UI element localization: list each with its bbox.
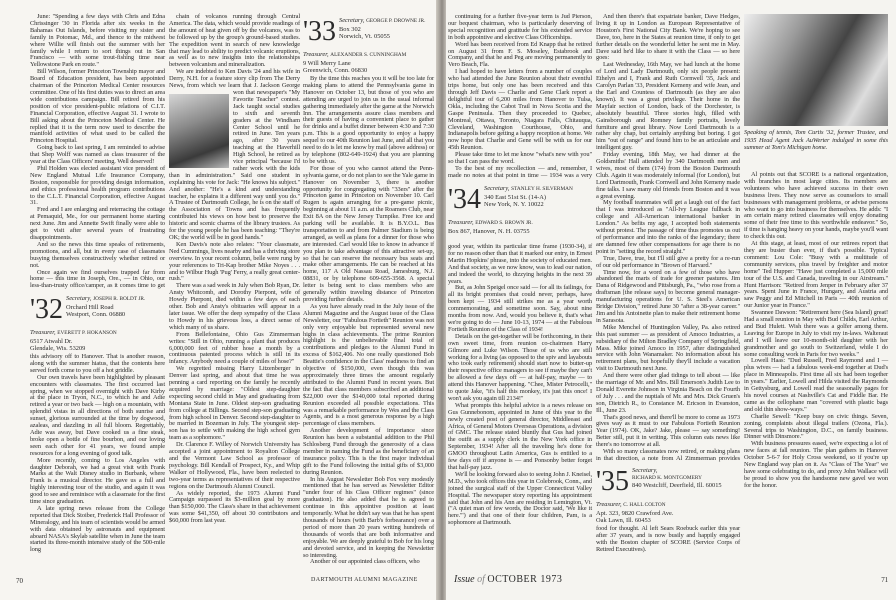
text-block [596, 14, 740, 449]
paragraph: Mike Menchel of Huntingdon Valley, Pa. also retired this past summer — as president of Amoco Industries, a subsidiary of the Milton Bradley Company of Springfield, Mass. Mike joined Amoco in 1957, after distinguished service with John Wanamaker. No information about his retirement plans, but hopefully they'll include a vacation visit to Dartmouth next June. [596, 323, 740, 373]
treasurer-city: Glendale, Wis. 53209 [30, 345, 86, 353]
column-4 [448, 14, 592, 588]
paragraph: Last Wednesday, 16th May, we had lunch at the home of Lord and Lady Dartmouth, only six people present: Ethelyn and I, Frank and Ruth Cornwell '35, Jack and Carolyn Parlan '33, President Kemeny and wife Jean, and the Earl and Countess of Dartmouth (as they are also known). It was a great privilege. Their home in the Mayfair section of London, back of the Dorchester, is absolutely beautiful. Three stories high, filled with Gainsborough and Romney family portraits, lovely furniture and great library. Now Lord Dartmouth is a rather shy chap, but certainly anything but boring. I got him "out of range" and found him to be an articulate and intelligent guy. [596, 61, 740, 152]
portrait-photo [169, 94, 229, 168]
column-2 [169, 14, 300, 525]
class-32-title [30, 295, 165, 329]
secretary-address: Orchard Hill Road [66, 303, 114, 311]
left-page [0, 0, 440, 600]
issue-of: of [477, 574, 485, 585]
secretary-block [339, 17, 425, 41]
class-year: '32 [30, 294, 64, 325]
treasurer-city: Greenwich, Conn. 06830 [303, 67, 368, 75]
class-35-header [596, 464, 740, 526]
text-block [448, 14, 592, 166]
paragraph: Another development of importance since Reunion has been a substantial addition to the Phil Schlosberg Fund through the generosity of a class member in naming the Fund as the beneficiary of an insurance policy. This is the first major individual gift to the Fund following the initial gifts of $3,000 during Reunion. [303, 427, 434, 476]
paragraph: Phil Holden was elected assistant vice president of New England Mutual Life Insurance Company, Boston, responsible for providing design information, and ethics professional health program contributions to the C.L.T. Financial Corporation, effective August 31. [30, 164, 165, 207]
page-number: 70 [16, 577, 23, 585]
treasurer-block [596, 501, 740, 525]
secretary-label: Secretary, [484, 185, 510, 192]
paragraph: We'll be looking forward also to seeing John J. Kneisel, M.D., who took offices this year in Colebrook, Conn., and joined the surgical staff of the Upper Connecticut Valley Hospital. The newspaper story reporting his appointment said that John and his Ann are residing in Lemington, Vt. ("A quiet man of few words, the Doctor said, 'We like it here.'") and that one of their four children, Pam, is a sophomore at Dartmouth. [448, 470, 592, 527]
class-year: '35 [596, 466, 630, 497]
paragraph: Fred and I are enlarging and reterracing the cottage at Pemaquid, Me., for our permanent home starting next June. Jim and Annette Swift finally were able to get to visit after several years of frustrating disappointments. [30, 206, 165, 241]
secretary-label: Secretary, [632, 467, 658, 474]
paragraph: There was a sad week in July when Bob Ryan, Dr. Ansty Whitcomb, and Dorothy Pierpont, wife of Howdy Pierpont, died within a few days of each other. Bob and Ansty's obituaries will appear in a later issue. We offer the deep sympathy of the Class to Howdy in his grievous loss, a direct sense of which many of us share. [169, 282, 300, 331]
paragraph: Time now, for a word on a few of those who have abandoned the marts of trade for greener pastures. Jim Dana of Ridgewood and Pittsburgh, Pa., "who rose from a draftsman [the release says] to become general manager-manufacturing operations for U. S. Steel's American Bridge Division," retired June 30 "after a 38-year career." Jim and his Antoinette plan to make their retirement home in Sarasota. [596, 268, 740, 324]
class-32-header [30, 292, 165, 354]
paragraph: With so many classmates now retired, or making plans in that direction, a note from Al Zimmerman provides food for thought. Al left Sears Roebuck earlier this year after 37 years, and is now busily and happily engaged with the Boston chapter of SCORE (Service Corps of Retired Executives). [596, 448, 740, 553]
paragraph: Once again we find ourselves trapped far from home — this time in Joseph, Ore., — in Ohio, our less-than-trusty office/camper, as it comes time to get this advisory off to Hanover. That is another reason, along with the summer hiatus, that the contents here served forth come to you off a hot griddle. [30, 268, 165, 374]
paragraph: Friday evening, 18th May, we had dinner at the Goldsmiths' Hall attended by 340 Dartmouth men and wives, most of them (174) from the Boston Dartmouth Club. Again it was moderately informal (for London), but Lord Dartmouth, Frank Cornwell and John Kemeny made fine talks. I saw many old friends from Boston and it was a great evening. [596, 151, 740, 200]
paragraph: As you have already read in the July issue of the Alumni Magazine and the August issue of the Class Newsletter, our "Fabulous Fortieth" Reunion was not only very enjoyable but represented several new highs in class achievements. The prime Reunion highlight is the unbelievable final total of contributions and pledges to the Alumni Fund in excess of $162,406. No one really questioned Bob Beattie's confidence in the Class' readiness to find an objective of $150,000, even though this was approximately three times the amount regularly attributed to the Alumni Fund in recent years. But the fact that class members subscribed an additional $22,000 over the $140,000 total reported during Reunion exceeded all possible expectations. This was a remarkable performance by Wes and the Class Agents, and is a most generous response by a high percentage of class members. [303, 302, 434, 428]
treasurer-name: C. HALL COLTON [623, 502, 666, 508]
treasurer-block [448, 219, 592, 235]
paragraph: Swannee Dawson: "Retirement here (Sea Island) great! Had a small reunion in May with Bud Childs, Earl Arthur, and Bud Hulett. Wish there was a golfer among them. Leaving for Europe in July to visit my in-laws. Walteraut and I will leave our 10-month-old daughter with her grandmother and go south to Switzerland, while I do some consulting work in Paris for two weeks." [744, 309, 888, 358]
paragraph: And so the news this time speaks of retirements, promotions, and all, but in every case of classmates busying themselves constructively whether retired or not. [30, 240, 165, 269]
issue-prefix: Issue [454, 574, 475, 585]
text-block [30, 14, 165, 270]
paragraph: Bill Wilson, former Princeton Township mayor and Board of Education president, has been appointed chairman of the Princeton Medical Center resources committee. One of his first duties was to direct an area wide contributions campaign. Bill retired from his position of vice president-public relations of C.I.T. Financial Corporation, effective August 31. I wrote to Bill asking about the Princeton Medical Center. He replied that it is the term now used to describe the manifold activities of what used to be called the Princeton Hospital. [30, 68, 165, 145]
treasurer-block [30, 329, 165, 353]
class-year: '34 [448, 184, 482, 215]
column-1 [30, 14, 165, 554]
paragraph: But, as John Speigel once said — for all its failings, for all its bright promises that could never, perhaps, have been kept — 1934 still strikes me as a year worth commemorating, and sometime soon. Say, about nine months from now. And, would you believe it, that's what we're going to do — June 10-13, 1974 — at the Fabulous Fortieth Reunion of the Class of 1934! [448, 284, 592, 333]
paragraph: Our own travels have been highlighted by pleasant encounters with classmates. The first occurred last spring, when we stopped overnight with Dave Kirby at the place in Tryon, N.C., to which he and Adie retired a year or two back — high on a mountain, with splendid vistas in all directions of both sunrise and sunset, glorious surrounded at the time by dogwood, azaleas, and dazzling in all full bloom. Regrettably, Adie was away, but Dave cooked us a fine steak, broke open a bottle of fine bourbon, and our loving seen each other for 41 years, we found ample resources for a long evening of good talk. [30, 373, 165, 457]
paragraph: Lowell Haas: "Dud Russell, Fred Raymond and I — plus wives — had a fabulous week-end together at Dud's place in Minneapolis. First time all six had been together in years." Earlier, Lowell and Hilda visited the Raymonds in Gettysburg, and Lowell read the seasonally pages for his novel courses at Nashville's Cat and Fiddle Bar. He came as the cellophane man "covered with plastic bags and old thin show-ways." [744, 357, 888, 413]
secretary-city: New York, N. Y. 10022 [484, 201, 544, 209]
paragraph: chain of volcanos running through Central America. The data, which would provide readings of the amount of heat given off by the volcanos, was to be followed up by the group's ground-based studies. The expedition went in search of new knowledge that may lead to ability to predict volcanic eruptions, as well as to new insights into the relationships between volcanism and mineralization. [169, 13, 300, 69]
paragraph: My football teammates will get a laugh out of the fact that I was introduced as "All-Ivy League fullback in college and All-American international banker in London." As befits my age, I accepted both statements without protest. The passage of time thus promotes us out of performance and into the ranks of the legendary; there are damned few other compensations for age there is no point in "setting the record straight." [596, 199, 740, 255]
treasurer-label: Treasurer, [448, 219, 474, 226]
paragraph: Charlie Sewell: "Keep busy on civic things. Seven, zoning, complaints about illegal trailers (Ozona, Fla.). Several trips to Washington, D.C., on family business. Dinner with Dinsmore." [744, 412, 888, 441]
secretary-name: STANLEY H. SILVERMAN [511, 186, 573, 192]
photo-caption: Speaking of tennis, Tom Curtis '32, former Trustee, and 1935 Head Agent Jack AuWerter indulged in some this summer at Tom's Michigan home. [744, 129, 888, 152]
paragraph: Ken Davis's note also relates: "Your classmate, Ned Cummings, lives nearby and has a thriving store overview. In your recent column, belle were rung by your references to Tri-Kap brother Mike Noyes . . . and to Wilbur Hugh 'Pug' Ferry, a really great center-rush." [169, 240, 300, 283]
paragraph: continuing for a further five-year term is Jud Pierson, our bequest chairman, who is particularly deserving of special recognition and gratitude for his extended service in both appointive and elective Class Officerships. [448, 13, 592, 41]
column-3 [303, 14, 434, 588]
paragraph: That's good news, and there'll be more to come as 1973 gives way as it must to our Fabulous Fortieth Reunion Year (1974). OK, Jake? Jake, please — say something! Better still, put it in writing. This column eats news like there's no tomorrow at all. [596, 413, 740, 449]
paragraph: And then there's that expatriate banker, Dave Hedges, living it up in London as European Representative of Houston's First National City Bank. We're hoping to see Dave, too, here in the States at reunion time, if only to get further details on the wonderful letter he sent me in May. Dave said he'd like to share it with the Class — so here goes: [596, 13, 740, 62]
paragraph: In his August Newsletter Bob Fox very modestly mentioned that he has served as Newsletter Editor "under four of his Class Officer regimes" (since graduation). He also added that he is agreed to continue in this appointive position at least temporarily. What he didn't say was that he has spent thousands of hours (with Barb's forbearance) over a period of more than 20 years writing hundreds of thousands of words that are both informative and enjoyable. We are deeply grateful to Bob for his long and devoted service, and in keeping the Newsletter so interesting. [303, 475, 434, 559]
paragraph: Going back to last spring, I am reminded to advise that Shep Wolff was named as class treasurer of the year at the Class Officers' meeting. Well deserved! [30, 144, 165, 166]
secretary-address: 340 East 51st St. (14-A) [484, 193, 546, 201]
treasurer-name: EVERETT P. HOKANSON [57, 330, 117, 336]
issue-month: OCTOBER 1973 [487, 574, 563, 585]
class-34-header [448, 182, 592, 244]
secretary-block [484, 185, 573, 209]
class-year: '33 [303, 16, 337, 47]
paragraph: Details on the get-together will be forthcoming, in their own sweet time, from reunion co-chairmen Harry Gilmore and Luke Wilson. Those of us who are still working for a living (as opposed to the spiv and layabouts who took early retirement) should start now to butter-up their respective office managers to see if maybe they can't be allowed a few days off — at half-pay, maybe — to attend this Hanover happening. "Chee, Mister Petrocelli," to quote Jake, "it's half this monkey, it's just this once! I won't ask you again till 2134!" [448, 332, 592, 402]
treasurer-city: Oak Lawn, Ill. 60453 [596, 517, 651, 525]
class-34-title [448, 185, 592, 219]
treasurer-block [303, 51, 434, 75]
paragraph: As widely reported, the 1973 Alumni Fund Campaign surpassed its $3-million goal by more than $150,000. The Class's share in that achievement was some $41,350, off about 30 contributors and $60,000 from last year. [169, 489, 300, 525]
issue-label [448, 574, 592, 588]
secretary-name: JOSEPH R. BOLDT JR. [93, 296, 146, 302]
paragraph: More recently, coming to Los Angeles with daughter Deborah, we had a great visit with Frank Marks at the Walt Disney studio in Burbank, where Frank is a musical director. He gave us a full and highly interesting tour of the studio, and again it was good to see and reminisce with a classmate for the first time since graduation. [30, 456, 165, 506]
tennis-photo [744, 14, 888, 126]
paragraph: June: "Spending a few days with Chris and Edna Chrissinger '30 in Florida after six weeks in the Bahamas Out Islands, before visiting my sister and family in Potomac, Md., and thence to the midwest where Willie will finish out the summer with her family while I return to sort things out in San Francisco — with some trout-fishing time near Yellowstone Park en route." [30, 13, 165, 69]
paragraph: Word has been received from Ed Knapp that he retired on August 31 from F. S. Moseley, Estabrook and Company, and that he and Peg are moving permanently to Vero Beach, Fla. [448, 40, 592, 69]
paragraph: For those of you who cannot attend the Penn-sylvania game, or do not plan to see the Yale game in Hanover on November 3, there is another opportunity for congregating with "33ers" after the Princeton game in Princeton on November 10. Carl Rugen is again arranging for a pre-game picnic, beginning at about 11 a.m. at the Roamers Club, near Exit 8A on the New Jersey Turnpike. Free ice and parking will be available. It is B.Y.O.L. Bus transportation to and from Palmer Stadium is being arranged, as well as plans for a dinner for those who are interested. Carl would like to know in advance if you plan to take advantage of this attractive set-up, so that he can reserve the necessary bus seats and make other arrangements. He can be reached at his home, 117 A Old Nassau Road, Jamesburg, N.J. 08831, or by telephone 609-655-3568. A special letter is being sent to class members who are generally within traveling distance of Princeton providing further details. [303, 164, 434, 303]
column-6 [744, 14, 888, 588]
right-page [446, 0, 896, 600]
secretary-address: 840 Westcliff, Deerfield, Ill. 60015 [632, 482, 722, 490]
paragraph: Al points out that SCORE is a national organization, with branches in most large cities. Its members are volunteers who have achieved success in their own business lives. They now serve as counselors to small businesses with management problems, or advise persons who want to go into business for themselves. He adds: "I am certain many retired classmates will enjoy donating some of their free time to this worthwhile endeavor." So, if time is hanging heavy on your hands, maybe you'll want to check this out. [744, 171, 889, 241]
paragraph: We are indebted to Ken Davis '24 and his wife in Derry, N.H. for a feature story clip from The Derry News, from which we learn that J. Jackson George won that newspaper's "My Favorite Teacher" contest. Jack taught social studies to sixth and seventh graders at the Windham Center School until he retired in June. Ten years ago, after 30 years teaching at the Haverhill High School, he retired as vice principal "because I'd rather work with the kids than in administration." Said one student in explaining his vote for Jack: "He knows his subject." And another: "He's a kind and understanding teacher, he explains it a different way until you do." A Trustee of Dartmouth College, he is on the staff of the Association of Towns and has frequently contributed his views on how best to preserve the historic and scenic charms of the library trustees. As for the young people he has been teaching: "They're OK; the world will be in good hands." [169, 68, 300, 241]
secretary-block [66, 295, 145, 319]
running-footer: DARTMOUTH ALUMNI MAGAZINE [311, 577, 418, 583]
text-block [303, 14, 434, 566]
treasurer-label: Treasurer, [303, 51, 329, 58]
paragraph: With business pressures eased, we're expecting a lot of new faces at fall reunion. The plan gathers in Hanover October 5-6-7 for Holy Cross weekend, so if you're up New England way plan on it. As "Class of The Year" we have some celebrating to do, and prexy John Wallace will be proud to show you the handsome new gavel we won for the honor. [744, 440, 888, 489]
text-block [169, 14, 300, 525]
photo-block [744, 14, 888, 172]
class-33-header [303, 14, 434, 76]
treasurer-address: 9 Will Merry Lane [303, 59, 351, 67]
secretary-name: RICHARD K. MONTGOMERY [632, 474, 702, 481]
treasurer-address: 6517 Atwahl Dr. [30, 337, 73, 345]
paragraph: Another of our appointed class officers, who [310, 558, 420, 566]
secretary-city: Westport, Conn. 06880 [66, 311, 126, 319]
secretary-block [632, 467, 722, 490]
secretary-label: Secretary, [339, 17, 365, 24]
paragraph: By the time this reaches you it will be too late for making plans to attend the Pennsylvania game in Hanover on October 13, but those of you who are attending are urged to join us in the usual informal gathering immediately after the game at the Norwich Inn. The arrangements assure class members and their guests of having a convenient place to gather for drinks and a buffet dinner between 4:30 and 7:30 p.m. This is a good opportunity to enjoy a happy sequel to our 40th Reunion last June, and all that you need to do is let me know by mail (above address) or by telephone (802-649-1924) that you are planning to be with us. [303, 75, 434, 165]
class-33-title [303, 17, 434, 51]
secretary-label: Secretary, [66, 295, 92, 302]
paragraph: From Bellefontaine, Ohio Gus Zimmerman writes: "Still in Ohio, running a plant that produces 6,000,000 feet of rubber hose a month by a continuous patented process which is still in its infancy. Anybody need a couple of miles of hose?" [169, 330, 300, 366]
treasurer-name: ALEXANDER S. CUNNINGHAM [330, 52, 407, 58]
paragraph: Dr. Clarence F. Willey of Norwich University has accepted a joint appointment to Royalton College and the Vermont Law School as professor of psychology. Bill Kendall of Prospect, Ky., and Whip Walker of Hollywood, Fla., have been reelected to two-year terms as representatives of their respective regions on the Dartmouth Alumni Council. [169, 441, 300, 490]
paragraph: True, Dave, true, but I'll still give a pretty for a re-run of our old performance in "Brown of Harvard." [596, 254, 740, 269]
secretary-city: Norwich, Vt. 05055 [339, 33, 391, 41]
paragraph: And there were other glad tidings to tell about — like the marriage of Mr. and Mrs. Bill Emerson's Judith Lee to Donald Everette Johnson in Virginia Beach on the Fourth of July . . . and the nuptials of Mr. and Mrs. Dick Gruen's son, Dietrich R., to Constance M. Ericson in Evanston, Ill., June 23. [596, 372, 740, 414]
paragraph: Please take time to let me know "what's new with you" so that I can pass the word. [448, 151, 592, 166]
class-35-title [596, 467, 740, 501]
paragraph: At this stage, at least, most of our retirees report that they are busier than ever, if that's possible. Typical comment: Lou Cole: "Busy with a multitude of community services, plus travel by freighter and motor home" Ted Hupper: "Have just completed a 15,000 mile tour of the U.S. and Canada, traveling in our Airstream." Hunt Harrison: "Retired from Jenper in February after 37 years. Spent June in France, Hungary, and Austria and saw Peggy and Ed Mitchell in Paris — 40th reunion of our Junior year in France." [744, 240, 888, 310]
treasurer-label: Treasurer, [30, 329, 56, 336]
secretary-name: GEORGE P. DROWNE JR. [366, 18, 426, 24]
column-5 [596, 14, 740, 554]
paragraph: What prompts this helpful advice is a news release on Gus Gunnebonom, appointed in June of this year to the newly created post of general director, Middleeast and Africa, of General Motors Overseas Operations, a division of GMC. The release stated bluntly that Gus had joined the outfit as a supply clerk in the New York office in September, 1934! After all the traveling he's done for GMOO throughout Latin America, Gus is entitled to a few days off if anyone is — and Ponsonby better forget that half-pay jazz. [448, 401, 592, 471]
treasurer-address: Box 867, Hanover, N. H. 03755 [448, 227, 530, 235]
secretary-address: Box 302 [339, 25, 361, 33]
paragraph: A late spring news release from the College reported that Dick Stoiber, Frederick Hall Professor of Mineralogy, and his team of scientists would be armed with data obtained by astronauts and equipment aboard NASA's Skylab satellite when in June the team started its three-month intensive study of the 500-mile long [30, 504, 165, 554]
treasurer-label: Treasurer, [596, 501, 622, 508]
paragraph: I had hoped to have letters from a number of couples who had attended the June Reunion about their eventful trips home, but only one has been received and this through Jeff Davis — Charlie and Gene Clark report a delightful tour of 6,200 miles from Hanover to Tulsa, Okla., including the Cabot Trail in Nova Scotia and the Gaspe Peninsula. Then they proceeded to Quebec, Montreal, Ottawa, Toronto, Niagara Falls, Chitauqua, Cleveland, Washington Courthouse, Ohio, and Indianapolis before getting a happy reception at home. We now hope that Charlie and Gene will be with us for our 45th Reunion. [448, 68, 592, 152]
treasurer-name: EDWARD S. BROWN JR. [475, 220, 533, 226]
page-number: 71 [881, 576, 888, 584]
paragraph: We regretted missing Harry Litzenberger in Denver last spring, and about that time he was penning a card reporting on the family he recently acquired by marriage: "Oldest step-daughter expecting second child in May and graduating from Montana State in June. Oldest step-son graduating from college at Billings. Second step-son graduating from high school in Denver. Second step-daughter to be married in Bozeman in July. The youngest step-son has to settle with making the high school gym team as a sophomore." [169, 365, 300, 442]
paragraph: To the best of my recollection — and, remember, I made no notes at that point in time — 1934 was a very good year, within its particular time frame (1930-34), if for no reason other than that it marked our entry, in Ernest Martin Hopkins' phrase, into the society of educated men. And that society, as we now know, was to lead our nation, and indeed the world, to dizzying heights in the next 39 years. [448, 164, 592, 285]
treasurer-address: Apt. 323, 9820 Crawford Ave. [596, 509, 674, 517]
